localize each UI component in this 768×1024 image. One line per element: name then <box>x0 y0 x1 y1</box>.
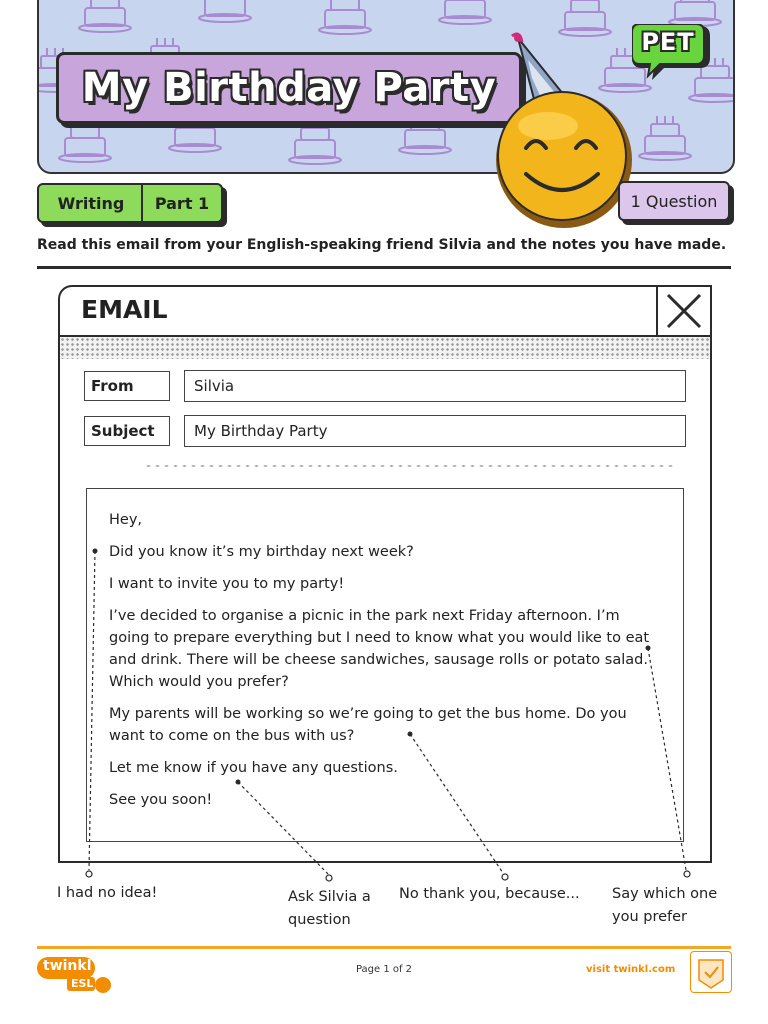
logo-text: twinkl <box>43 958 92 974</box>
pet-badge <box>632 24 712 82</box>
instruction-text: Read this email from your English-speaking friend Silvia and the notes you have made. <box>37 237 727 253</box>
from-label: From <box>84 371 170 401</box>
note-which-prefer: Say which one you prefer <box>612 886 718 925</box>
email-paragraph: Did you know it’s my birthday next week? <box>109 544 414 560</box>
page-title: My Birthday Party <box>81 65 497 111</box>
footer-divider <box>37 946 731 949</box>
visit-link[interactable]: visit twinkl.com <box>586 964 676 975</box>
divider <box>37 266 731 269</box>
twinkl-logo <box>37 955 117 995</box>
title-box <box>56 52 522 124</box>
email-paragraph: See you soon! <box>109 792 213 808</box>
badge-icon <box>691 952 731 992</box>
email-paragraph: I’ve decided to organise a picnic in the park next Friday afternoon. I’m going to prepare everything but I need to know what you would like to eat and drink. There will be cheese sandwiches, sausage rolls or potato salad. Which would you prefer? <box>109 608 650 690</box>
note-no-thank-you: No thank you, because... <box>399 886 580 902</box>
pet-label: PET <box>641 28 695 56</box>
dotted-strip <box>60 337 710 359</box>
note-ask-question: Ask Silvia a question <box>288 889 371 928</box>
subject-label: Subject <box>84 416 170 446</box>
email-paragraph: My parents will be working so we’re going to get the bus home. Do you want to come on the bus with us? <box>109 706 627 744</box>
from-field: Silvia <box>184 370 686 402</box>
email-title: EMAIL <box>81 295 168 324</box>
email-header <box>60 287 710 337</box>
email-body <box>86 488 684 842</box>
page-number: Page 1 of 2 <box>355 964 413 975</box>
question-count-tab: 1 Question <box>618 181 730 221</box>
logo-subtext: ESL <box>71 977 94 990</box>
email-paragraph: I want to invite you to my party! <box>109 576 345 592</box>
subject-field: My Birthday Party <box>184 415 686 447</box>
quality-badge <box>690 951 732 993</box>
tab-writing: Writing <box>37 183 145 223</box>
email-window <box>58 285 712 863</box>
dotted-separator <box>144 464 674 468</box>
email-paragraph: Hey, <box>109 512 143 528</box>
email-paragraph: Let me know if you have any questions. <box>109 760 398 776</box>
close-button[interactable] <box>656 285 712 337</box>
tab-part: Part 1 <box>141 183 223 223</box>
note-no-idea: I had no idea! <box>57 885 158 901</box>
close-icon <box>664 291 704 331</box>
